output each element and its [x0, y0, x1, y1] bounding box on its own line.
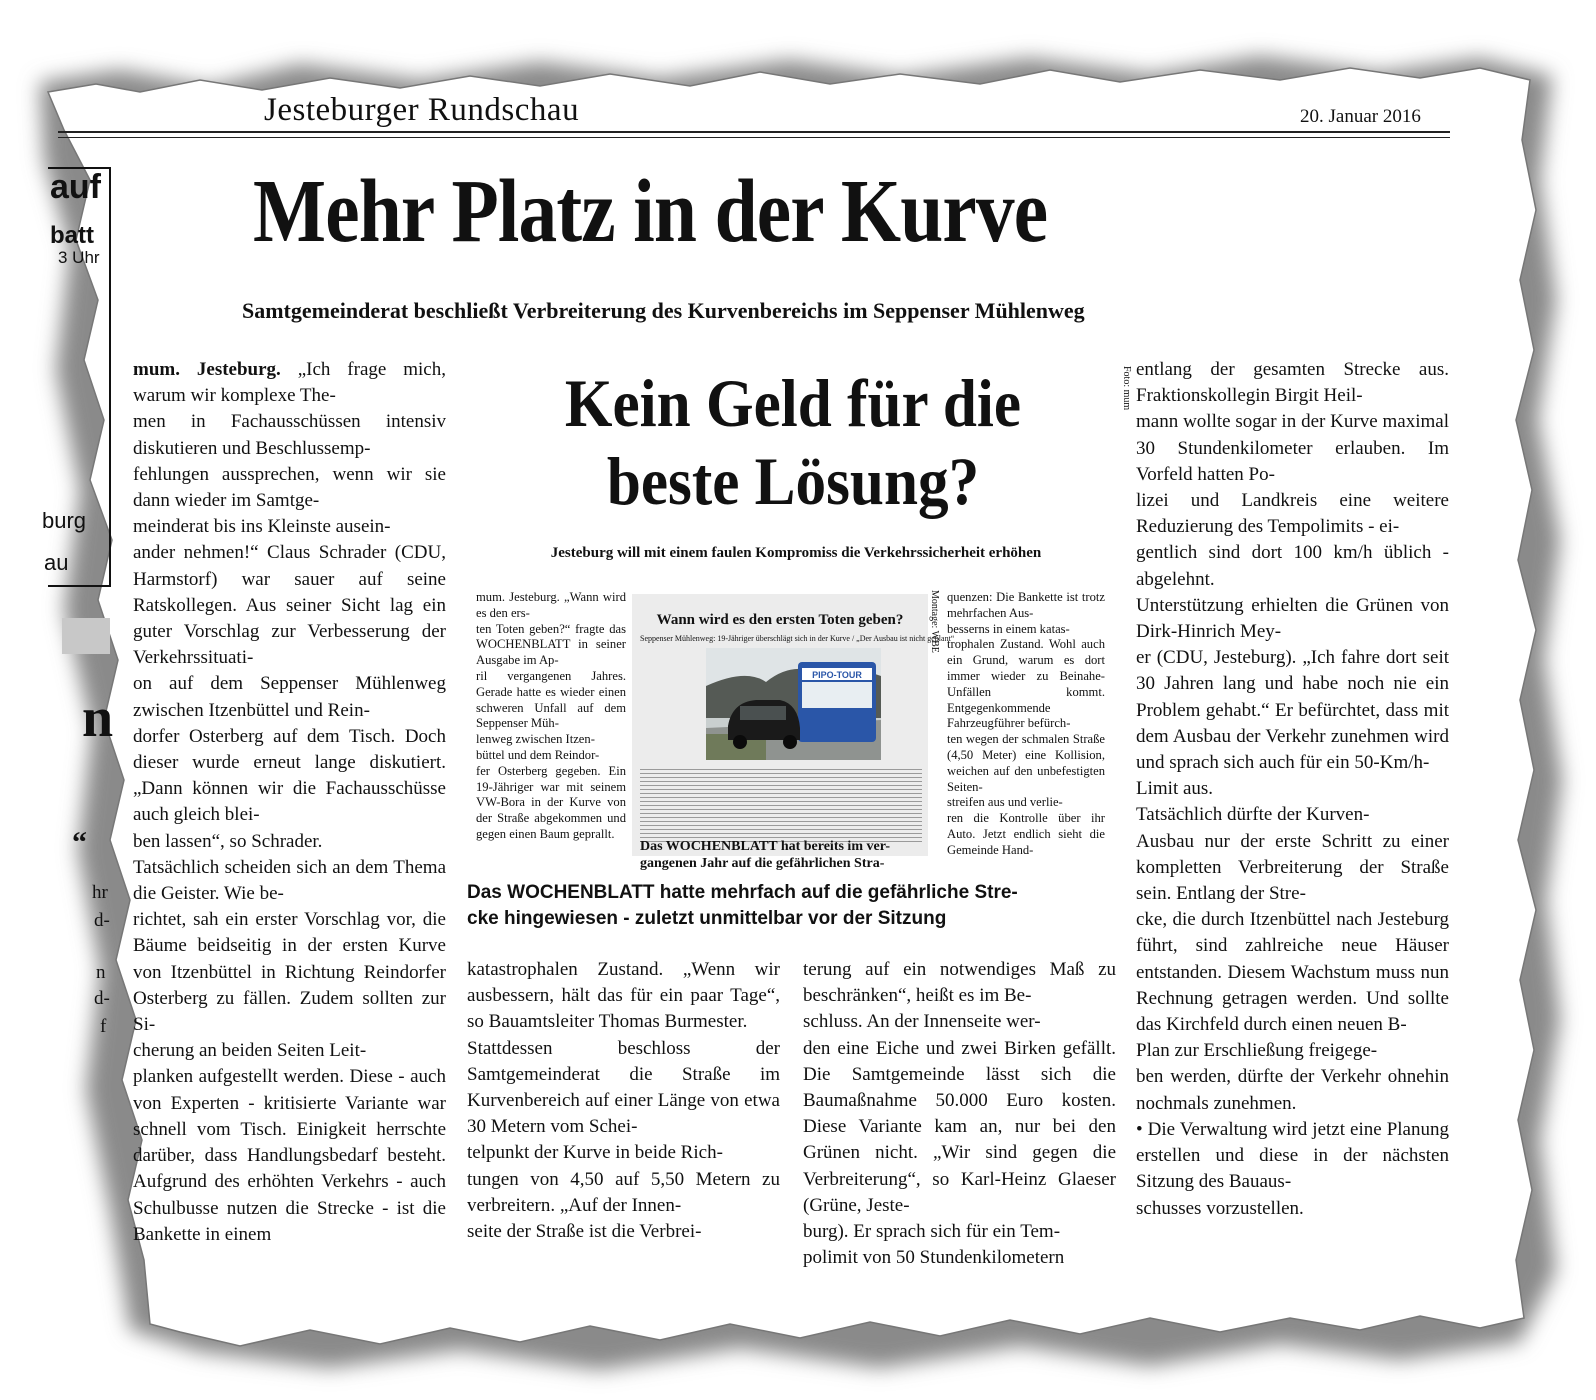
sidebar-fragment: 3 Uhr: [58, 248, 100, 267]
inset-subtitle: Jesteburg will mit einem faulen Kompromiss die Verkehrssicherheit erhöhen: [550, 545, 1042, 561]
article-text: „Ich frage mich, warum wir komplexe The- men in Fachausschüssen intensiv diskutieren und Beschlussemp- fehlungen aussprechen, wenn wir sie dann wieder im Samtge- meinderat bis ins Kleinste ausein- ander nehmen!“ Claus Schrader (CDU, Harmstorf) war sauer auf seine Ratskollegen. Aus seiner Sicht lag ein guter Vorschlag zur Verbesserung der Verkehrssituati- on auf dem Seppenser Mühlenweg zwischen Itzenbüttel und Rein- dorfer Osterberg auf dem Tisch. Doch dieser wurde erneut lange diskutiert. „Dann können wir die Fachausschüsse auch gleich blei- ben lassen“, so Schrader. Tatsächlich scheiden sich an dem Thema die Geister. Wie be- richtet, sah ein erster Vorschlag vor, die Bäume beidseitig in der ersten Kurve von Itzenbüttel in Richtung Reindorfer Osterberg zu fällen. Zudem sollten zur Si- cherung an beiden Seiten Leit- planken aufgestellt werden. Diese - auch von Experten - kritisierte Variante war schnell vom Tisch. Einigkeit herrschte darüber, dass Handlungsbedarf besteht. Aufgrund des erhöhten Verkehrs - auch Schulbusse nutzen die Strecke - ist die Bankette in einem: [133, 359, 446, 1245]
sidebar-fragment: auf: [50, 168, 101, 206]
inset-column-3: quenzen: Die Bankette ist trotz mehrfachen Aus- besserns in einem katas- trophalen Zustand. Wohl auch ein Grund, warum es dort immer wieder zu Beinahe-Unfällen kommt. Entgegenkommende Fahrzeugführer befürch- ten wegen der schmalen Straße (4,50 Meter) eine Kollision, weichen auf den unbefestigten Seiten- streifen aus und verlie- ren die Kontrolle über ihr Auto. Jetzt endlich sieht die Gemeinde Hand-: [947, 590, 1105, 857]
montage-credit: Montage: WBE: [929, 590, 940, 653]
sidebar-fragment: batt: [50, 222, 94, 249]
inset-title-line: beste Lösung?: [606, 442, 980, 519]
inset-caption: Das WOCHENBLATT hatte mehrfach auf die gefährliche Stre- cke hingewiesen - zuletzt unmittelbar vor der Sitzung: [467, 882, 1018, 929]
masthead-rule: [58, 131, 1450, 133]
headline: Mehr Platz in der Kurve: [253, 162, 1048, 261]
article-column-4: entlang der gesamten Strecke aus. Fraktionskollegin Birgit Heil- mann wollte sogar in der Kurve maximal 30 Stundenkilometer erlauben. Im Vorfeld hatten Po- lizei und Landkreis eine weitere Reduzierung des Tempolimits - ei- gentlich sind dort 100 km/h üblich - abgelehnt. Unterstützung erhielten die Grünen von Dirk-Hinrich Mey- er (CDU, Jesteburg). „Ich fahre dort seit 30 Jahren lang und habe noch nie ein Problem gehabt.“ Er befürchtet, dass mit dem Ausbau der Verkehr zunehmen wird und sprach sich auch für ein 50-Km/h- Limit aus. Tatsächlich dürfte der Kurven- Ausbau nur der erste Schritt zu einer kompletten Verbreiterung der Straße sein. Entlang der Stre- cke, die durch Itzenbüttel nach Jesteburg führt, sind zahlreiche neue Häuser entstanden. Diesem Wachstum muss nun Rechnung getragen werden. Und sollte das Kirchfeld durch einen neuen B- Plan zur Erschließung freigege- ben werden, dürfte der Verkehr ohnehin nochmals zunehmen. • Die Verwaltung wird jetzt eine Planung erstellen und diese in der nächsten Sitzung des Bauaus- schusses vorzustellen.: [1136, 359, 1449, 1219]
article-column-1: [133, 357, 446, 1248]
sidebar-fragment: d-: [94, 988, 110, 1009]
clipping-caption: Das WOCHENBLATT hat bereits im ver- gangenen Jahr auf die gefährlichen Stra-: [640, 839, 891, 871]
bus-label: PIPO-TOUR: [812, 670, 862, 680]
sidebar-fragment: f: [100, 1016, 107, 1037]
road-photo: [706, 648, 881, 760]
masthead-rule-thin: [58, 137, 1450, 138]
inset-title: [541, 365, 1045, 520]
inset-column-1: mum. Jesteburg. „Wann wird es den ers- ten Toten geben?“ fragte das WOCHENBLATT in seiner Ausgabe im Ap- ril vergangenen Jahres. Gerade hatte es wieder einen schweren Unfall auf dem Seppenser Müh- lenweg zwischen Itzen- büttel und dem Reindor- fer Osterberg gegeben. Ein 19-Jähriger war mit seinem VW-Bora in der Kurve von der Straße abgekommen und gegen einen Baum geprallt.: [476, 590, 626, 841]
sidebar-fragment: d-: [94, 910, 110, 931]
subheadline: Samtgemeinderat beschließt Verbreiterung des Kurvenbereichs im Seppenser Mühlenweg: [242, 298, 1085, 323]
article-column-3: terung auf ein notwendiges Maß zu beschränken“, heißt es im Be- schluss. An der Innenseite wer- den eine Eiche und zwei Birken gefällt. Die Samtgemeinde lässt sich die Baumaßnahme 50.000 Euro kosten. Diese Variante kam an, nur bei den Grünen nicht. „Wir sind gegen die Verbreiterung“, so Karl-Heinz Glaeser (Grüne, Jeste- burg). Er sprach sich für ein Tem- polimit von 50 Stundenkilometern: [803, 959, 1116, 1269]
article-column-2: katastrophalen Zustand. „Wenn wir ausbessern, hält das für ein paar Tage“, so Bauamtsleiter Thomas Burmester. Stattdessen beschloss der Samtgemeinderat die Straße im Kurvenbereich auf einer Länge von etwa 30 Metern vom Schei- telpunkt der Kurve in beide Rich- tungen von 4,50 auf 5,50 Metern zu verbreitern. „Auf der Innen- seite der Straße ist die Verbrei-: [467, 959, 780, 1243]
sidebar-fragment: burg: [42, 508, 87, 533]
issue-date: 20. Januar 2016: [1300, 106, 1421, 127]
masthead: Jesteburger Rundschau: [264, 92, 580, 128]
sidebar-fragment: n: [82, 687, 114, 749]
clipping-title: Wann wird es den ersten Toten geben?: [656, 612, 904, 628]
clipping-subtitle: Seppenser Mühlenweg: 19-Jähriger überschlägt sich in der Kurve / „Der Ausbau ist nicht geplant“: [640, 634, 955, 643]
clipping-text-lines: [640, 766, 922, 844]
inset-title-line: Kein Geld für die: [564, 365, 1022, 441]
sidebar-fragment: hr: [92, 882, 108, 903]
sidebar-fragment: au: [44, 550, 69, 575]
sidebar-fragment: “: [72, 826, 87, 859]
photo-credit: Foto: mum: [1121, 366, 1132, 411]
sidebar-gray-bar: [62, 618, 110, 654]
byline: mum. Jesteburg.: [133, 359, 281, 380]
sidebar-fragment: n: [96, 962, 106, 983]
